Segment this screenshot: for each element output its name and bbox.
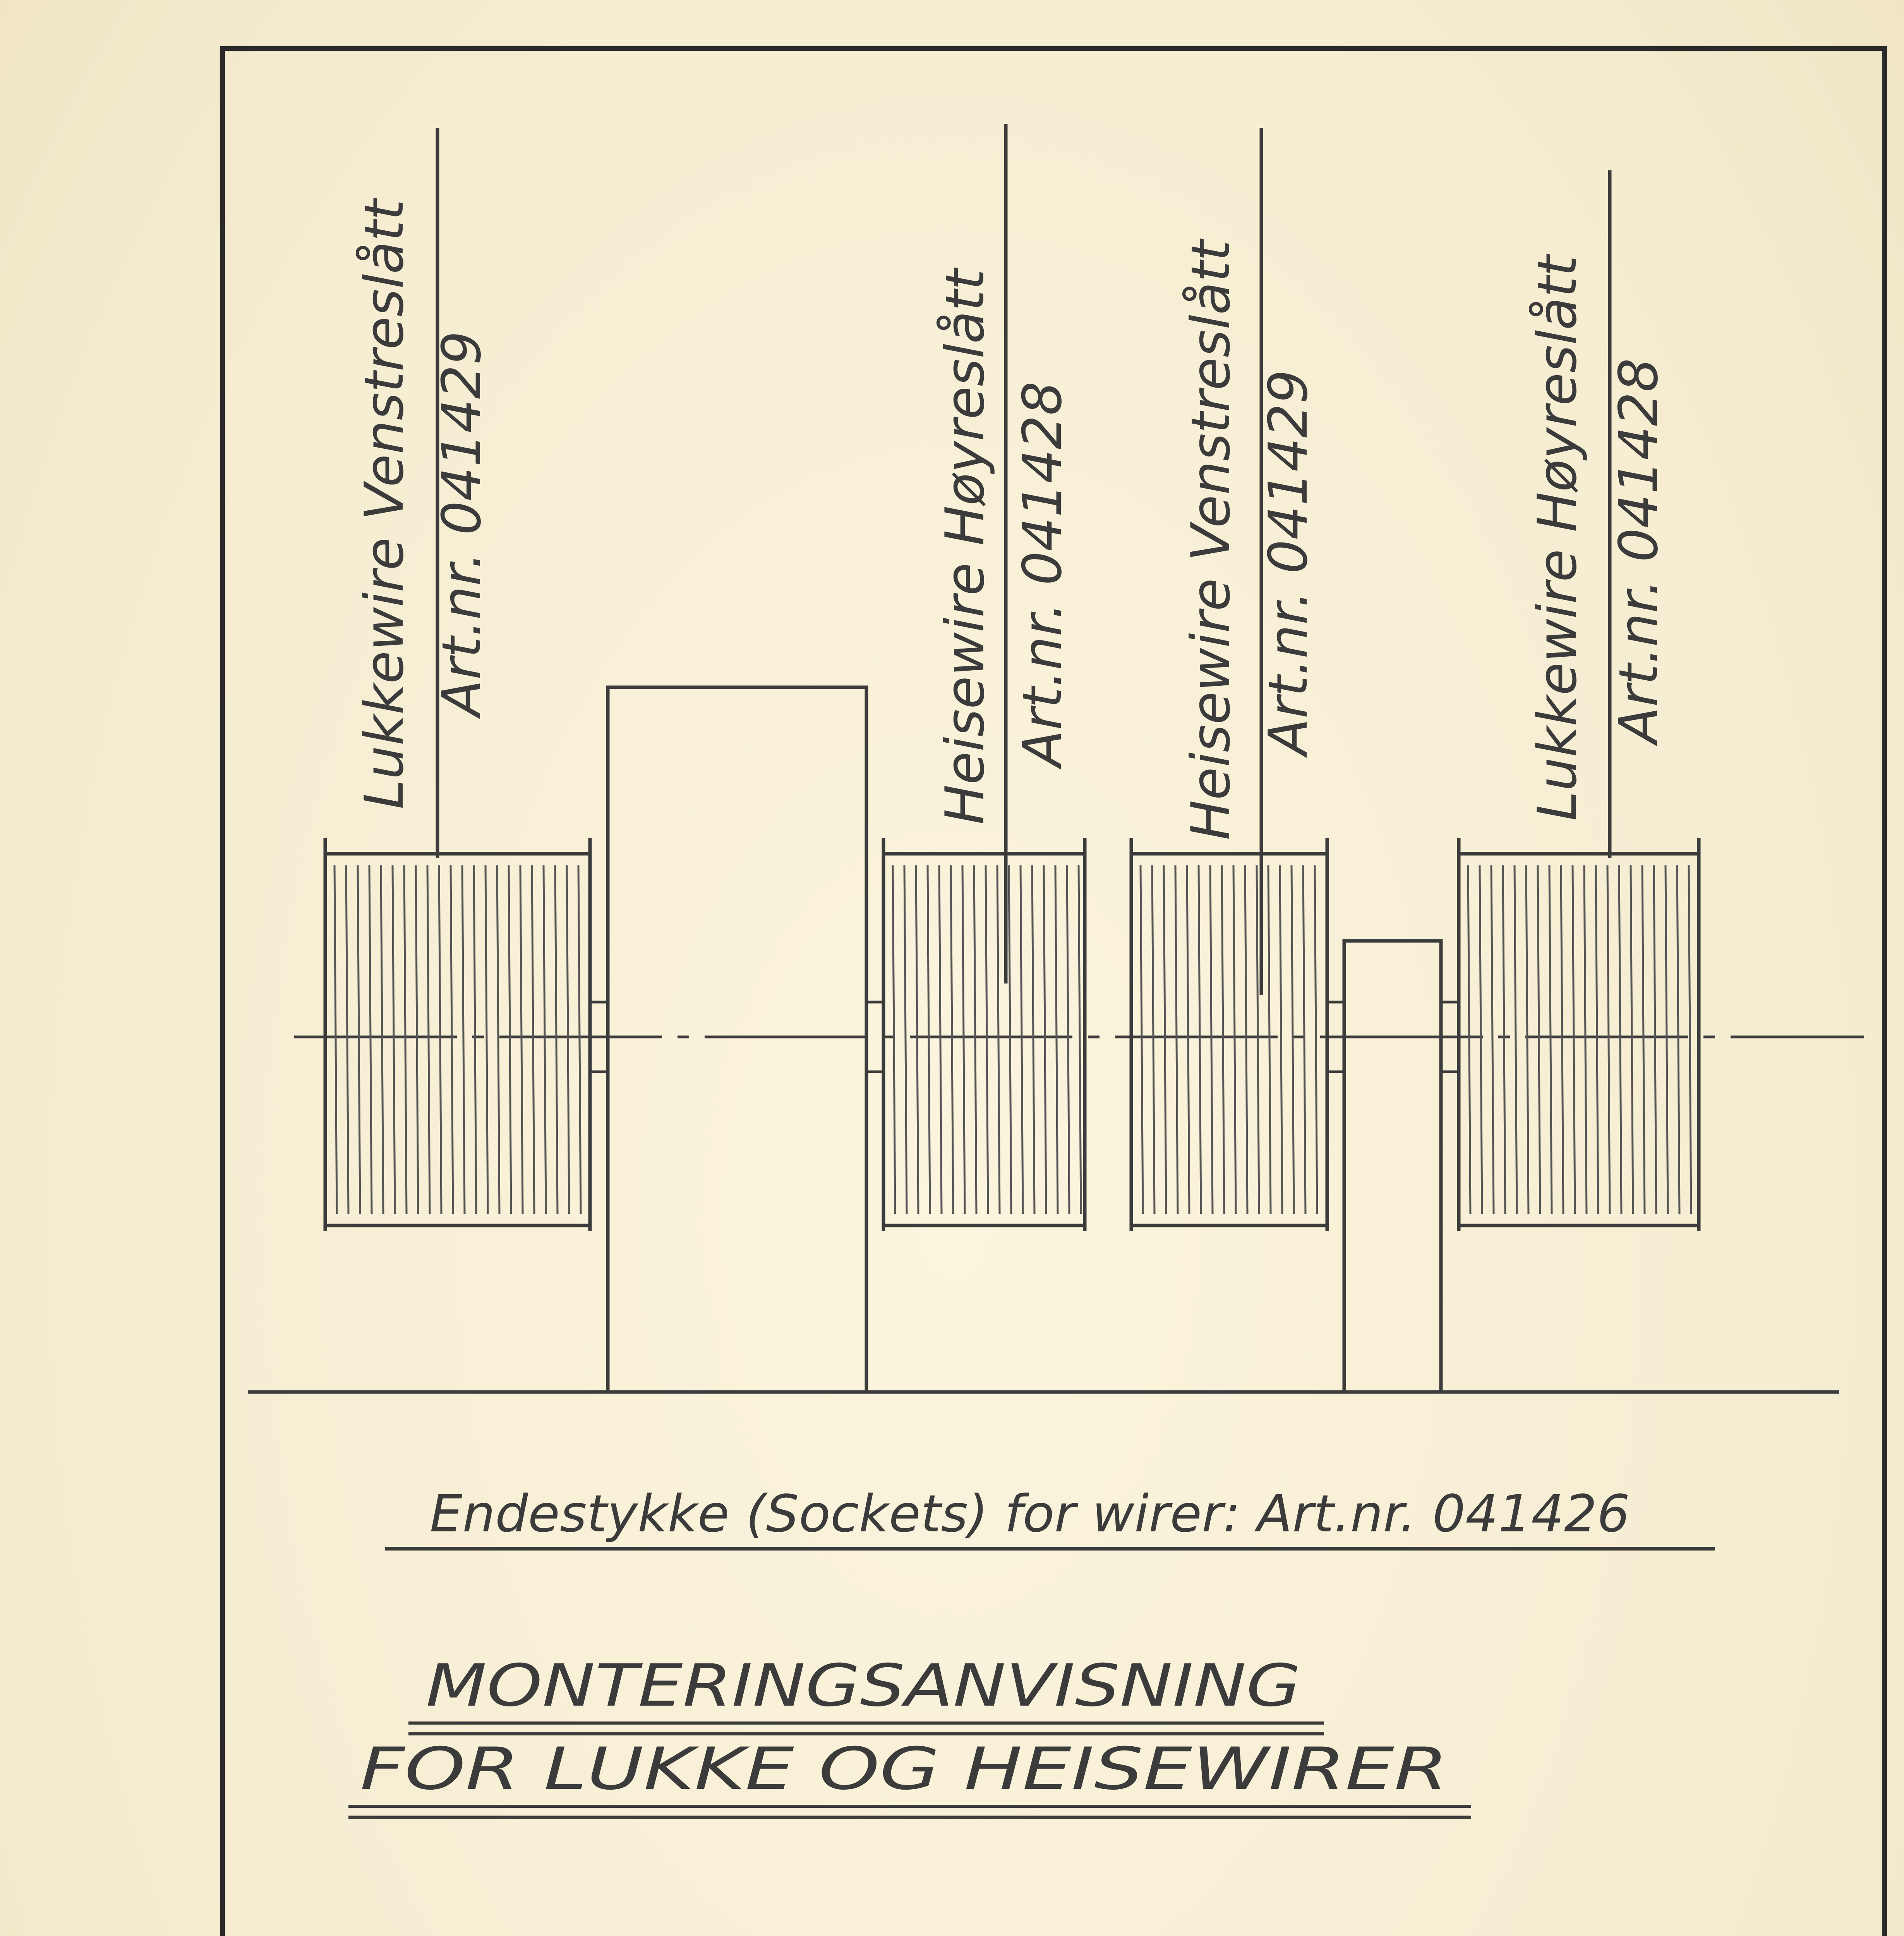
drum1-art-label: Art.nr. 041429 — [431, 331, 493, 716]
drum-1-wire-turn — [416, 865, 418, 1214]
drum-1-wire-turn — [578, 865, 581, 1214]
drum-4-wire-turn — [1480, 865, 1482, 1214]
drum-2-wire-turn — [1079, 865, 1081, 1214]
drum-3-wire-turn — [1292, 865, 1294, 1214]
drum-1-wire-turn — [381, 865, 383, 1214]
drum-3-wire-turn — [1175, 865, 1178, 1214]
drum-3-wire-turn — [1141, 865, 1143, 1214]
drum-3-wire-turn — [1222, 865, 1224, 1214]
drum-1-wire-turn — [509, 865, 511, 1214]
drum-2-wire-turn — [962, 865, 965, 1214]
drum-1-wire-turn — [346, 865, 348, 1214]
drum-2-wire-turn — [893, 865, 895, 1214]
drum-1-wire-turn — [544, 865, 546, 1214]
drum-2-wire-turn — [974, 865, 976, 1214]
drum-4-wire-turn — [1503, 865, 1505, 1214]
drum-1-wire-turn — [462, 865, 465, 1214]
drum-2-wire-turn — [1009, 865, 1011, 1214]
drum-2-wire-turn — [1032, 865, 1034, 1214]
drum-3-wire-turn — [1164, 865, 1166, 1214]
drum-3-wire-turn — [1268, 865, 1271, 1214]
drum-2-wire-turn — [1021, 865, 1023, 1214]
drum-2-wire-turn — [986, 865, 988, 1214]
drum-1-wire-turn — [358, 865, 360, 1214]
drum-1-wire-turn — [485, 865, 488, 1214]
drum4-name-label: Lukkewire Høyreslått — [1526, 255, 1588, 821]
drum-4-wire-turn — [1573, 865, 1575, 1214]
drum-2-wire-turn — [997, 865, 1000, 1214]
drum-3-wire-turn — [1199, 865, 1201, 1214]
drum-4-wire-turn — [1642, 865, 1645, 1214]
drum-4-wire-turn — [1607, 865, 1610, 1214]
drum-3-wire-turn — [1245, 865, 1247, 1214]
drum-4-wire-turn — [1468, 865, 1470, 1214]
drum-4-wire-turn — [1654, 865, 1656, 1214]
drum3-art-label: Art.nr. 041429 — [1257, 369, 1319, 755]
drum3-name-label: Heisewire Venstreslått — [1180, 240, 1242, 840]
drum-4-wire-turn — [1666, 865, 1668, 1214]
drum-3-wire-turn — [1187, 865, 1189, 1214]
drum-1-wire-turn — [451, 865, 453, 1214]
drum-2-wire-turn — [1067, 865, 1069, 1214]
drum-4-wire-turn — [1526, 865, 1528, 1214]
drum-1-wire-turn — [334, 865, 337, 1214]
drum-2-wire-turn — [951, 865, 953, 1214]
drum-1-wire-turn — [520, 865, 523, 1214]
drum-3-wire-turn — [1303, 865, 1305, 1214]
drum-4-wire-turn — [1596, 865, 1598, 1214]
drum-3-wire-turn — [1315, 865, 1317, 1214]
drum-4-wire-turn — [1619, 865, 1621, 1214]
drum2-name-label: Heisewire Høyreslått — [934, 269, 996, 825]
drum1-name-label: Lukkewire Venstreslått — [353, 199, 415, 809]
drum-4-wire-turn — [1538, 865, 1540, 1214]
drum-2-wire-turn — [904, 865, 907, 1214]
drum-3-wire-turn — [1233, 865, 1236, 1214]
drum-1-wire-turn — [427, 865, 430, 1214]
drum-2-outline — [883, 854, 1085, 1225]
drum-4-outline — [1459, 854, 1699, 1225]
drum-1-wire-turn — [474, 865, 476, 1214]
drum-4-wire-turn — [1677, 865, 1679, 1214]
drum-1-wire-turn — [555, 865, 557, 1214]
drum-3-outline — [1131, 854, 1327, 1225]
drum-2-wire-turn — [1055, 865, 1058, 1214]
drum-1-wire-turn — [532, 865, 534, 1214]
drum-4-wire-turn — [1549, 865, 1552, 1214]
hub-mid — [866, 1002, 883, 1072]
title-line-2: FOR LUKKE OG HEISEWIRER — [360, 1735, 1448, 1803]
drum-3-wire-turn — [1257, 865, 1259, 1214]
drum-2-wire-turn — [1044, 865, 1046, 1214]
drum-4-wire-turn — [1631, 865, 1633, 1214]
drum-1-wire-turn — [567, 865, 569, 1214]
center-block-large — [608, 687, 866, 1392]
drum-4-wire-turn — [1689, 865, 1691, 1214]
drum-3-wire-turn — [1280, 865, 1282, 1214]
drum-1-wire-turn — [497, 865, 499, 1214]
drum-1-wire-turn — [404, 865, 407, 1214]
drum-3-wire-turn — [1152, 865, 1154, 1214]
drum-1-wire-turn — [439, 865, 441, 1214]
center-block-small — [1344, 941, 1441, 1392]
drum-4-wire-turn — [1584, 865, 1587, 1214]
wire-drums — [325, 838, 1699, 1231]
drum-1-wire-turn — [393, 865, 395, 1214]
drum-1-outline — [325, 854, 590, 1225]
sockets-note: Endestykke (Sockets) for wirer: Art.nr. 041426 — [430, 1484, 1630, 1544]
drum-2-wire-turn — [939, 865, 942, 1214]
drum2-art-label: Art.nr. 041428 — [1011, 381, 1074, 767]
title-line-1: MONTERINGSANVISNING — [426, 1652, 1301, 1720]
drum4-art-label: Art.nr. 041428 — [1607, 358, 1670, 743]
drum-2-wire-turn — [928, 865, 930, 1214]
drum-1-wire-turn — [369, 865, 372, 1214]
drum-4-wire-turn — [1491, 865, 1494, 1214]
drum-3-wire-turn — [1210, 865, 1213, 1214]
drum-4-wire-turn — [1515, 865, 1517, 1214]
drum-4-wire-turn — [1561, 865, 1563, 1214]
drum-2-wire-turn — [916, 865, 918, 1214]
